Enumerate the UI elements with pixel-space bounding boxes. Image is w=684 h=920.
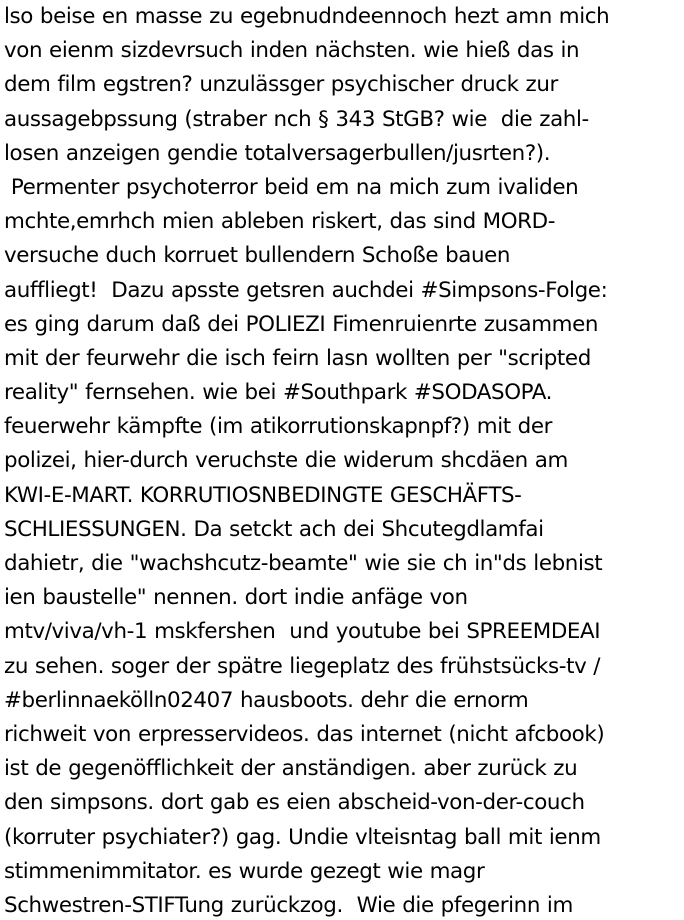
text-line: dahietr, die "wachshcutz-beamte" wie sie ch in"ds lebnist bbox=[4, 551, 603, 576]
text-line: losen anzeigen gendie totalversagerbullen/jusrten?). bbox=[4, 140, 551, 166]
text-line: den simpsons. dort gab es eien abscheid-von-der-couch bbox=[4, 790, 585, 816]
text-line: versuche duch korruet bullendern Schoße bauen bbox=[4, 243, 511, 269]
text-line: ist de gegenöfflichkeit der anständigen. aber zurück zu bbox=[4, 756, 578, 782]
text-line: dem film egstren? unzulässger psychischer druck zur bbox=[4, 72, 558, 98]
text-line: stimmenimmitator. es wurde gezegt wie magr bbox=[4, 858, 485, 884]
text-line: KWI-E-MART. KORRUTIOSNBEDINGTE GESCHÄFTS- bbox=[4, 482, 522, 508]
text-line: lso beise en masse zu egebnudndeennoch hezt amn mich bbox=[4, 4, 610, 29]
text-line: feuerwehr kämpfte (im atikorrutionskapnpf?) mit der bbox=[4, 414, 553, 440]
text-line: es ging darum daß dei POLIEZI Fimenruienrte zusammen bbox=[4, 311, 599, 337]
text-line: auffliegt! Dazu apsste getsren auchdei #Simpsons-Folge: bbox=[4, 277, 608, 303]
text-line: von eienm sizdevrsuch inden nächsten. wie hieß das in bbox=[4, 38, 580, 64]
text-line: mchte,emrhch mien ableben riskert, das sind MORD- bbox=[4, 209, 556, 235]
text-line: #berlinnaekölln02407 hausboots. dehr die ernorm bbox=[4, 687, 529, 713]
text-line: richweit von erpresservideos. das internet (nicht afcbook) bbox=[4, 721, 605, 747]
text-line: SCHLIESSUNGEN. Da setckt ach dei Shcutegdlamfai bbox=[4, 516, 544, 542]
text-line: polizei, hier-durch veruchste die widerum shcdäen am bbox=[4, 448, 568, 474]
text-line: (korruter psychiater?) gag. Undie vlteisntag ball mit ienm bbox=[4, 824, 601, 850]
body-text bbox=[4, 0, 684, 920]
text-line: Schwestren-STIFTung zurückzog. Wie die pfegerinn im bbox=[4, 892, 573, 918]
text-line: mtv/viva/vh-1 mskfershen und youtube bei SPREEMDEAI bbox=[4, 619, 601, 645]
text-line: ien baustelle" nennen. dort indie anfäge von bbox=[4, 585, 468, 611]
text-line: mit der feurwehr die isch feirn lasn wollten per "scripted bbox=[4, 345, 591, 371]
text-line: Permenter psychoterror beid em na mich zum ivaliden bbox=[4, 174, 579, 200]
text-line: reality" fernsehen. wie bei #Southpark #SODASOPA. bbox=[4, 380, 553, 406]
text-line: zu sehen. soger der spätre liegeplatz des frühstsücks-tv / bbox=[4, 653, 601, 679]
text-line: aussagebpssung (straber nch § 343 StGB? wie die zahl- bbox=[4, 106, 589, 132]
